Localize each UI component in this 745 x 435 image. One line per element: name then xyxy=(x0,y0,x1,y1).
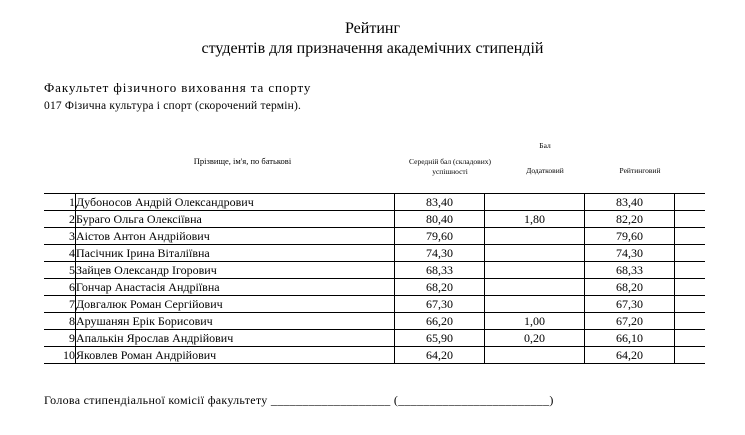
average-score: 83,40 xyxy=(395,194,485,211)
additional-score: 1,80 xyxy=(485,211,585,228)
empty-cell xyxy=(675,296,706,313)
rating-score: 74,30 xyxy=(585,245,675,262)
program-name: 017 Фізична культура і спорт (скорочений термін). xyxy=(44,100,302,112)
table-row xyxy=(44,228,705,245)
average-score: 67,30 xyxy=(395,296,485,313)
table-row xyxy=(44,194,705,211)
table-row xyxy=(44,347,705,364)
additional-score: 0,20 xyxy=(485,330,585,347)
column-header-name: Прізвище, ім'я, по батькові xyxy=(193,156,292,166)
additional-score xyxy=(485,279,585,296)
table-row xyxy=(44,279,705,296)
faculty-name: Факультет фізичного виховання та спорту xyxy=(44,80,312,95)
average-score: 74,30 xyxy=(395,245,485,262)
student-name: Бураго Ольга Олексіївна xyxy=(76,211,395,228)
row-number: 10 xyxy=(44,347,76,364)
empty-cell xyxy=(675,279,706,296)
additional-score xyxy=(485,245,585,262)
average-score: 68,20 xyxy=(395,279,485,296)
rating-score: 79,60 xyxy=(585,228,675,245)
rating-score: 68,33 xyxy=(585,262,675,279)
column-group-header-bal: Бал xyxy=(539,141,551,150)
empty-cell xyxy=(675,262,706,279)
student-name: Аістов Антон Андрійович xyxy=(76,228,395,245)
average-score: 66,20 xyxy=(395,313,485,330)
empty-cell xyxy=(675,347,706,364)
student-name: Дубоносов Андрій Олександрович xyxy=(76,194,395,211)
student-name: Гончар Анастасія Андріївна xyxy=(76,279,395,296)
rating-table-body xyxy=(44,194,705,364)
row-number: 3 xyxy=(44,228,76,245)
average-score: 64,20 xyxy=(395,347,485,364)
row-number: 6 xyxy=(44,279,76,296)
student-name: Довгалюк Роман Сергійович xyxy=(76,296,395,313)
student-name: Яковлев Роман Андрійович xyxy=(76,347,395,364)
rating-score: 68,20 xyxy=(585,279,675,296)
row-number: 2 xyxy=(44,211,76,228)
table-row xyxy=(44,313,705,330)
student-name: Арушанян Ерік Борисович xyxy=(76,313,395,330)
row-number: 4 xyxy=(44,245,76,262)
rating-table xyxy=(44,193,705,364)
commission-signature-line: Голова стипендіальної комісії факультету ___________________ (________________________) xyxy=(44,393,554,407)
table-row xyxy=(44,211,705,228)
empty-cell xyxy=(675,211,706,228)
empty-cell xyxy=(675,245,706,262)
column-header-additional: Додатковий xyxy=(526,166,564,175)
table-row xyxy=(44,245,705,262)
student-name: Пасічник Ірина Віталіївна xyxy=(76,245,395,262)
average-score: 79,60 xyxy=(395,228,485,245)
additional-score: 1,00 xyxy=(485,313,585,330)
empty-cell xyxy=(675,228,706,245)
student-name: Апалькін Ярослав Андрійович xyxy=(76,330,395,347)
document-title: Рейтинг xyxy=(344,20,401,37)
table-row xyxy=(44,262,705,279)
average-score: 80,40 xyxy=(395,211,485,228)
table-row xyxy=(44,330,705,347)
average-score: 65,90 xyxy=(395,330,485,347)
additional-score xyxy=(485,296,585,313)
empty-cell xyxy=(675,194,706,211)
column-header-average: Середній бал (складових) успішності xyxy=(409,157,491,176)
row-number: 1 xyxy=(44,194,76,211)
rating-score: 64,20 xyxy=(585,347,675,364)
student-name: Зайцев Олександр Ігорович xyxy=(76,262,395,279)
empty-cell xyxy=(675,330,706,347)
additional-score xyxy=(485,347,585,364)
rating-score: 82,20 xyxy=(585,211,675,228)
additional-score xyxy=(485,262,585,279)
row-number: 9 xyxy=(44,330,76,347)
row-number: 7 xyxy=(44,296,76,313)
rating-score: 67,30 xyxy=(585,296,675,313)
empty-cell xyxy=(675,313,706,330)
row-number: 5 xyxy=(44,262,76,279)
rating-score: 67,20 xyxy=(585,313,675,330)
additional-score xyxy=(485,228,585,245)
table-row xyxy=(44,296,705,313)
average-score: 68,33 xyxy=(395,262,485,279)
rating-score: 66,10 xyxy=(585,330,675,347)
additional-score xyxy=(485,194,585,211)
rating-score: 83,40 xyxy=(585,194,675,211)
document-subtitle: студентів для призначення академічних стипендій xyxy=(201,40,544,57)
row-number: 8 xyxy=(44,313,76,330)
column-header-rating: Рейтинговий xyxy=(619,166,661,175)
